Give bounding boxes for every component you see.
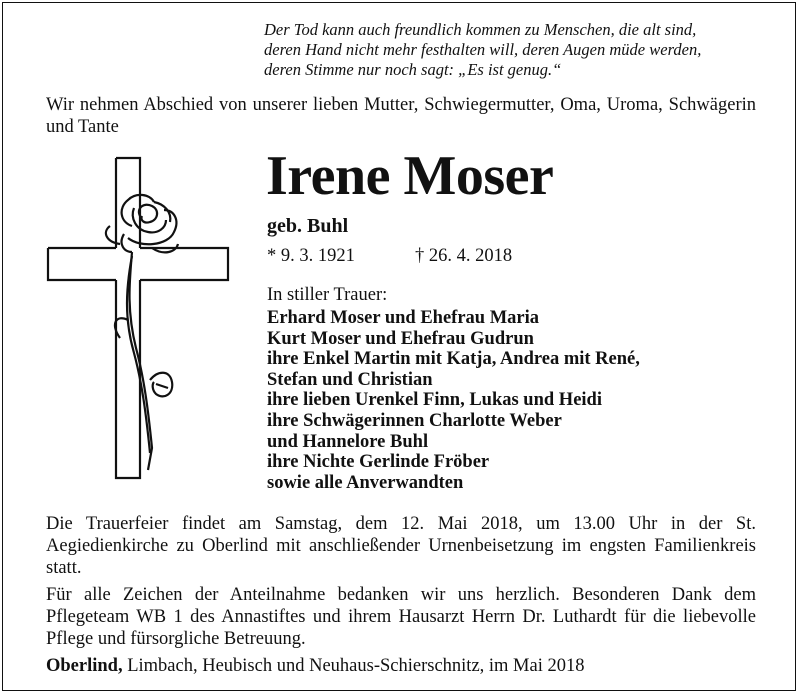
quote-line: deren Hand nicht mehr festhalten will, deren Augen müde werden, xyxy=(264,40,702,59)
mourner-line: ihre Enkel Martin mit Katja, Andrea mit René, xyxy=(267,349,640,370)
quote-line: Der Tod kann auch freundlich kommen zu Menschen, die alt sind, xyxy=(264,20,697,39)
mourning-label: In stiller Trauer: xyxy=(267,285,388,305)
mourner-line: sowie alle Anverwandten xyxy=(267,472,464,493)
closing-rest: Limbach, Heubisch und Neuhaus-Schierschnitz, im Mai 2018 xyxy=(122,656,585,676)
thanks-paragraph: Für alle Zeichen der Anteilnahme bedanken wir uns herzlich. Besonderen Dank dem Pflegeteam WB 1 des Annastiftes und ihrem Hausarzt Herrn Dr. Luthardt für die liebevolle Pflege und fürsorgliche Betreuung. xyxy=(46,585,756,649)
mourner-line: Kurt Moser und Ehefrau Gudrun xyxy=(267,328,534,349)
ceremony-paragraph: Die Trauerfeier findet am Samstag, dem 12. Mai 2018, um 13.00 Uhr in der St. Aegiedienkirche zu Oberlind mit anschließender Urnenbeisetzung im engsten Familienkreis statt. xyxy=(46,514,756,578)
closing-line xyxy=(46,655,584,677)
mourner-line: Stefan und Christian xyxy=(267,369,433,390)
farewell-intro: Wir nehmen Abschied von unserer lieben Mutter, Schwiegermutter, Oma, Uroma, Schwägerin und Tante xyxy=(46,95,756,137)
mourner-line: ihre Schwägerinnen Charlotte Weber xyxy=(267,410,562,431)
mourner-line: ihre lieben Urenkel Finn, Lukas und Heidi xyxy=(267,390,602,411)
memorial-quote xyxy=(264,20,774,80)
life-dates xyxy=(267,245,513,267)
birth-date: * 9. 3. 1921 xyxy=(267,246,355,266)
mourner-line: ihre Nichte Gerlinde Fröber xyxy=(267,452,490,473)
birth-name: geb. Buhl xyxy=(267,215,349,237)
mourner-line: und Hannelore Buhl xyxy=(267,431,429,452)
mourner-line: Erhard Moser und Ehefrau Maria xyxy=(267,308,540,328)
quote-line: deren Stimme nur noch sagt: „Es ist genug.“ xyxy=(264,60,562,79)
death-date: † 26. 4. 2018 xyxy=(415,246,513,266)
deceased-name: Irene Moser xyxy=(266,145,554,207)
cross-with-rose-icon xyxy=(40,148,236,488)
mourners-list xyxy=(267,308,640,493)
closing-place: Oberlind, xyxy=(46,656,123,676)
